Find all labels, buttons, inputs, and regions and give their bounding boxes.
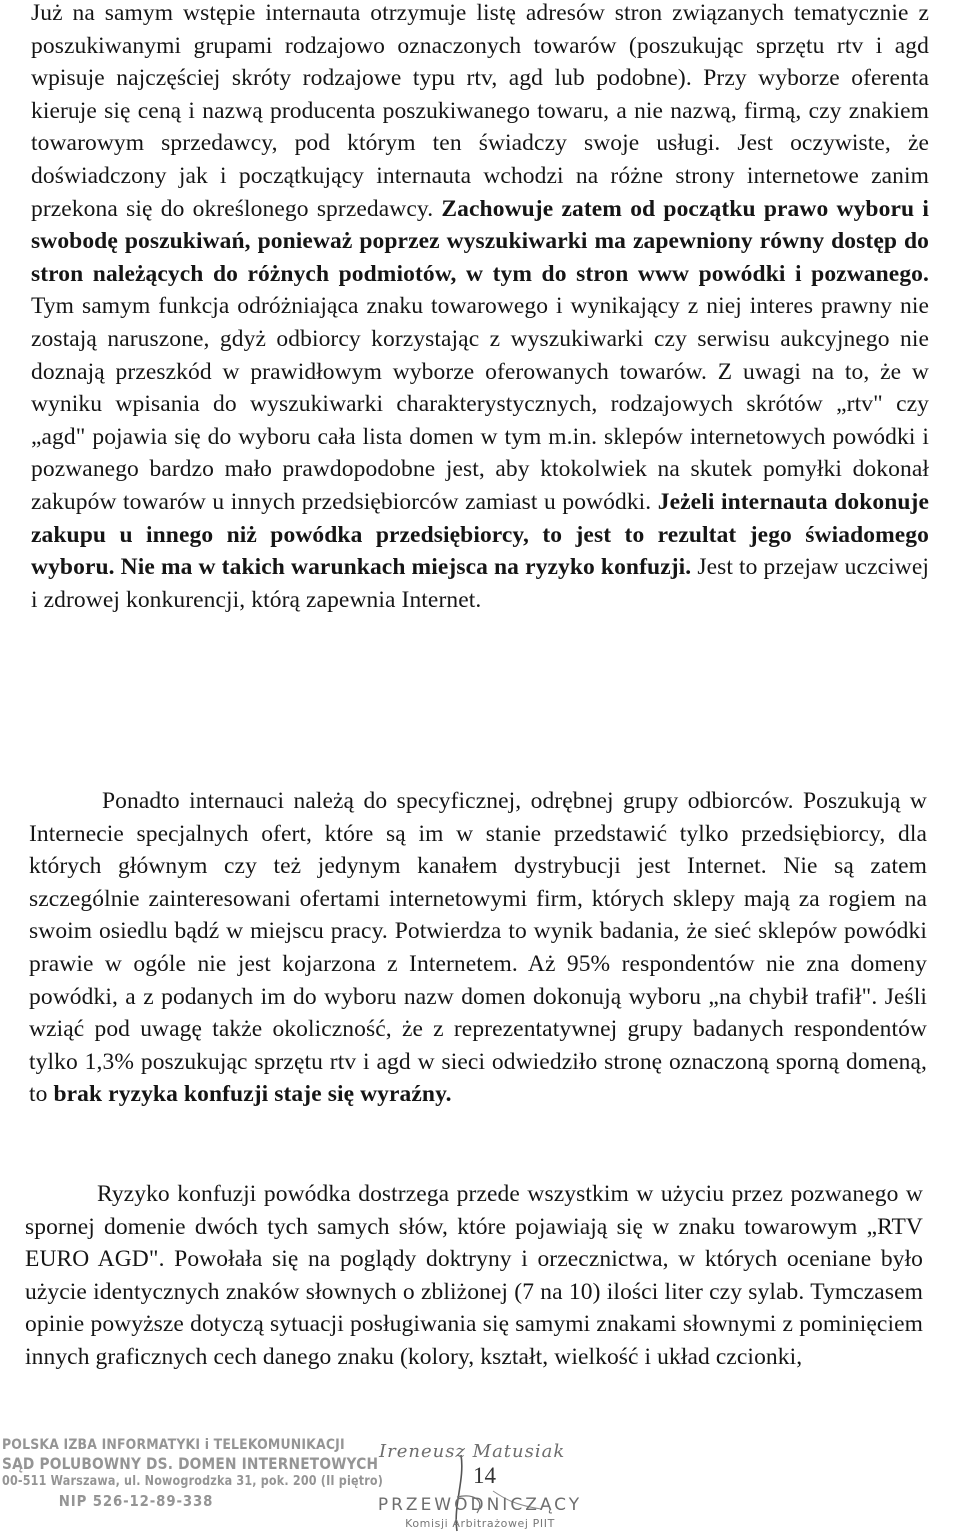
paragraph-2-run-2-bold: brak ryzyka konfuzji staje się wyraźny. xyxy=(53,1081,452,1108)
signature-name: Ireneusz Matusiak xyxy=(379,1441,566,1462)
paragraph-1 xyxy=(31,0,929,616)
chairman-title: PRZEWODNICZĄCY xyxy=(377,1495,583,1515)
stamp-line-4: NIP 526-12-89-338 xyxy=(58,1491,214,1510)
paragraph-1-run-3: Tym samym funkcja odróżniająca znaku towarowego i wynikający z niej interes prawny nie zostają naruszone, gdyż odbiorcy korzystając z wyszukiwarki czy serwisu aukcyjnego nie doznają przeszkód w prawidłowym wyborze oferowanych towarów. Z uwagi na to, że w wyniku wpisania do wyszukiwarki charakterystycznych, rodzajowych skrótów „rtv" czy „agd" pojawia się do wyboru cała lista domen w tym m.in. sklepów internetowych powódki i pozwanego bardzo mało prawdopodobne jest, aby ktokolwiek na skutek pomyłki dokonał zakupów towarów u innych przedsiębiorców zamiast u powódki. xyxy=(31,293,929,515)
paragraph-1-run-5: Jest to przejaw uczciwej i zdrowej konkurencji, którą zapewnia Internet. xyxy=(31,554,929,613)
paragraph-2-run-1: Ponadto internauci należą do specyficznej, odrębnej grupy odbiorców. Poszukują w Internecie specjalnych ofert, które są im w stanie przedstawić tylko przedsiębiorcy, dla których głównym czy też jedynym kanałem dystrybucji jest Internet. Nie są zatem szczególnie zainteresowani ofertami internetowymi firm, których sklepy mają za rogiem na swoim osiedlu bądź w miejscu pracy. Potwierdza to wynik badania, że sieć sklepów powódki prawie w ogóle nie jest kojarzona z Internetem. Aż 95% respondentów nie zna domeny powódki, a z podanych im do wyboru nazw domen dokonują wyboru „na chybił trafił". Jeśli wziąć pod uwagę także okoliczność, że z reprezentatywnej grupy badanych respondentów tylko 1,3% poszukując sprzętu rtv i agd w sieci odwiedziło stronę oznaczoną sporną domeną, to xyxy=(29,788,927,1108)
committee-name: Komisji Arbitrażowej PIIT xyxy=(405,1517,555,1530)
paragraph-1-run-4-bold: Jeżeli internauta dokonuje zakupu u innego niż powódka przedsiębiorcy, to jest to rezultat jego świadomego wyboru. Nie ma w takich warunkach miejsca na ryzyko konfuzji. xyxy=(31,488,930,581)
paragraph-1-run-1: Już na samym wstępie internauta otrzymuje listę adresów stron związanych tematycznie z poszukiwanymi grupami rodzajowo oznaczonych towarów (poszukując sprzętu rtv i agd wpisuje najczęściej skróty rodzajowe typu rtv, agd lub podobne). Przy wyborze oferenta kieruje się ceną i nazwą producenta poszukiwanego towaru, a nie nazwą, firmą, czy znakiem towarowym sprzedawcy, pod którym ten świadczy swoje usługi. Jest oczywiste, że doświadczony jak i początkujący internauta wchodzi na różne strony internetowe zanim przekona się do określonego sprzedawcy. xyxy=(31,0,929,222)
stamp-line-2: SĄD POLUBOWNY DS. DOMEN INTERNETOWYCH xyxy=(2,1453,379,1473)
paragraph-1-run-2-bold: Zachowuje zatem od początku prawo wyboru i swobodę poszukiwań, ponieważ poprzez wyszukiwarki ma zapewniony równy dostęp do stron należących do różnych podmiotów, w tym do stron www powódki i pozwanego. xyxy=(31,195,929,287)
paragraph-3-run-1: Ryzyko konfuzji powódka dostrzega przede wszystkim w użyciu przez pozwanego w spornej domenie dwóch tych samych słów, które pojawiają się w znaku towarowym „RTV EURO AGD". Powołała się na poglądy doktryny i orzecznictwa, w których oceniane było użycie identycznych znaków słownych o zbliżonej (7 na 10) ilości liter czy sylab. Tymczasem opinie powyższe dotyczą sytuacji posługiwania się samymi znakami słownymi z pominięciem innych graficznych cech danego znaku (kolory, kształt, wielkość i układ czcionki, xyxy=(25,1181,923,1370)
paragraph-2 xyxy=(29,785,927,1111)
chairman-stamp xyxy=(365,1435,595,1534)
stamp-line-3: 00-511 Warszawa, ul. Nowogrodzka 31, pok. 200 (II piętro) xyxy=(2,1474,384,1490)
stamp-line-1: POLSKA IZBA INFORMATYKI i TELEKOMUNIKACJI xyxy=(2,1437,345,1453)
institution-stamp xyxy=(2,1436,384,1532)
page-number: 14 xyxy=(473,1463,496,1488)
paragraph-3 xyxy=(25,1178,923,1374)
